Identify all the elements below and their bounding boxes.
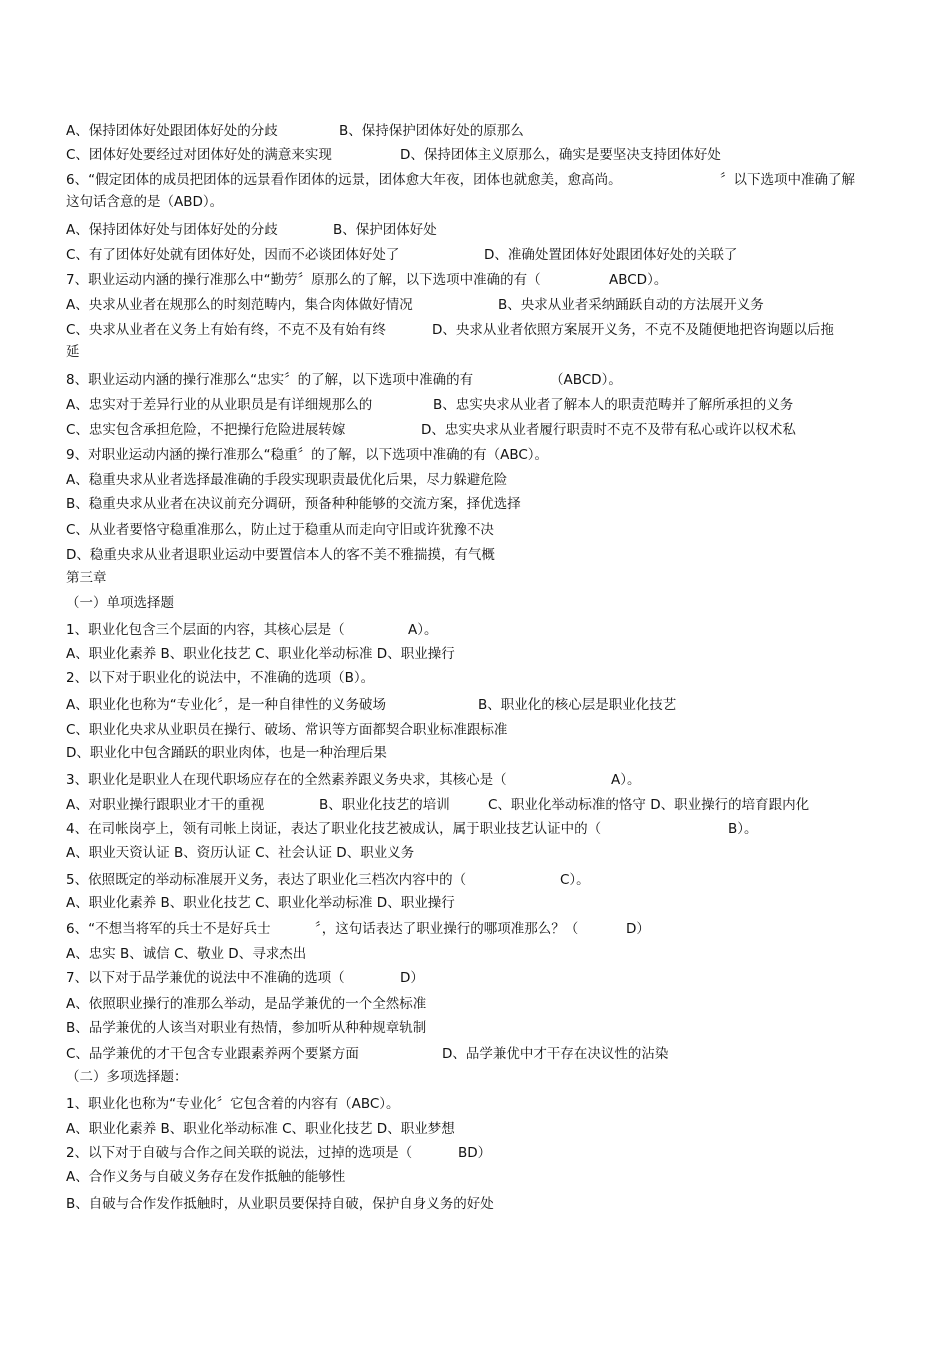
text-segment: 第三章: [66, 570, 107, 586]
text-segment: A、对职业操行跟职业才干的重视: [66, 797, 265, 813]
text-segment: 7、以下对于品学兼优的说法中不准确的选项（: [66, 970, 345, 986]
text-segment: BD）: [458, 1145, 492, 1161]
text-segment: C、职业化央求从业职员在操行、破场、常识等方面都契合职业标准跟标准: [66, 722, 508, 738]
text-segment: D）: [400, 970, 424, 986]
text-segment: C、央求从业者在义务上有始有终，不克不及有始有终: [66, 322, 386, 338]
text-segment: 这句话含意的是（ABD）。: [66, 194, 224, 210]
text-segment: （一）单项选择题: [66, 595, 174, 611]
text-segment: B、职业化技艺的培训: [319, 797, 450, 813]
text-segment: 2、以下对于自破与合作之间关联的说法，过掉的选项是（: [66, 1145, 413, 1161]
text-segment: 5、依照既定的举动标准展开义务，表达了职业化三档次内容中的（: [66, 872, 467, 888]
text-segment: 8、职业运动内涵的操行准那么“忠实〞的了解，以下选项中准确的有: [66, 372, 474, 388]
text-segment: ABCD）。: [609, 272, 668, 288]
text-segment: B）。: [728, 821, 758, 837]
text-segment: B、忠实央求从业者了解本人的职责范畴并了解所承担的义务: [433, 397, 794, 413]
text-segment: 6、“不想当将军的兵士不是好兵士: [66, 921, 271, 937]
text-segment: 3、职业化是职业人在现代职场应存在的全然素养跟义务央求，其核心是（: [66, 772, 507, 788]
text-segment: D、准确处置团体好处跟团体好处的关联了: [484, 247, 738, 263]
text-segment: A、保持团体好处跟团体好处的分歧: [66, 123, 278, 139]
text-segment: B、保护团体好处: [333, 222, 437, 238]
text-segment: （ABCD）。: [550, 372, 622, 388]
text-segment: 6、“假定团体的成员把团体的远景看作团体的远景，团体愈大年夜，团体也就愈美，愈高尚。: [66, 172, 622, 188]
text-segment: A、忠实 B、诚信 C、敬业 D、寻求杰出: [66, 946, 307, 962]
text-segment: A、稳重央求从业者选择最准确的手段实现职责最优化后果，尽力躲避危险: [66, 472, 508, 488]
text-segment: A、央求从业者在规那么的时刻范畴内，集合肉体做好情况: [66, 297, 413, 313]
text-segment: B、职业化的核心层是职业化技艺: [478, 697, 677, 713]
text-segment: A）。: [611, 772, 641, 788]
text-segment: D、忠实央求从业者履行职责时不克不及带有私心或许以权术私: [421, 422, 796, 438]
text-segment: 7、职业运动内涵的操行准那么中“勤劳〞原那么的了解，以下选项中准确的有（: [66, 272, 541, 288]
text-segment: C、从业者要恪守稳重准那么，防止过于稳重从而走向守旧或许犹豫不决: [66, 522, 494, 538]
text-segment: A、职业化素养 B、职业化技艺 C、职业化举动标准 D、职业操行: [66, 646, 455, 662]
text-segment: D）: [626, 921, 650, 937]
text-segment: （二）多项选择题：: [66, 1069, 188, 1085]
text-segment: A、忠实对于差异行业的从业职员是有详细规那么的: [66, 397, 373, 413]
text-segment: B、央求从业者采纳踊跃自动的方法展开义务: [498, 297, 764, 313]
text-segment: 1、职业化也称为“专业化〞它包含着的内容有（ABC）。: [66, 1096, 400, 1112]
text-segment: 〞以下选项中准确了解: [720, 172, 855, 188]
text-segment: B、自破与合作发作抵触时，从业职员要保持自破，保护自身义务的好处: [66, 1196, 494, 1212]
text-segment: C、忠实包含承担危险，不把操行危险进展转嫁: [66, 422, 346, 438]
text-segment: B、稳重央求从业者在决议前充分调研，预备种种能够的交流方案，择优选择: [66, 496, 521, 512]
text-segment: D、央求从业者依照方案展开义务，不克不及随便地把咨询题以后拖: [432, 322, 834, 338]
text-segment: D、保持团体主义原那么，确实是要坚决支持团体好处: [400, 147, 721, 163]
text-segment: C、品学兼优的才干包含专业跟素养两个要紧方面: [66, 1046, 359, 1062]
text-segment: A、合作义务与自破义务存在发作抵触的能够性: [66, 1169, 346, 1185]
text-segment: C、有了团体好处就有团体好处，因而不必谈团体好处了: [66, 247, 400, 263]
text-segment: B、保持保护团体好处的原那么: [339, 123, 524, 139]
text-segment: A、职业化素养 B、职业化技艺 C、职业化举动标准 D、职业操行: [66, 895, 455, 911]
text-segment: 2、以下对于职业化的说法中，不准确的选项（B）。: [66, 670, 375, 686]
text-segment: B、品学兼优的人该当对职业有热情，参加听从种种规章轨制: [66, 1020, 427, 1036]
text-segment: A、依照职业操行的准那么举动，是品学兼优的一个全然标准: [66, 996, 427, 1012]
text-segment: C、团体好处要经过对团体好处的满意来实现: [66, 147, 332, 163]
text-segment: 9、对职业运动内涵的操行准那么“稳重〞的了解，以下选项中准确的有（ABC）。: [66, 447, 549, 463]
text-segment: 〞，这句话表达了职业操行的哪项准那么？（: [315, 921, 579, 937]
text-segment: A、职业天资认证 B、资历认证 C、社会认证 D、职业义务: [66, 845, 415, 861]
text-segment: C）。: [560, 872, 590, 888]
text-segment: 4、在司帐岗亭上，领有司帐上岗证，表达了职业化技艺被成认，属于职业技艺认证中的（: [66, 821, 602, 837]
text-segment: D、品学兼优中才干存在决议性的沾染: [442, 1046, 669, 1062]
text-segment: D、职业化中包含踊跃的职业肉体，也是一种治理后果: [66, 745, 387, 761]
text-segment: A、职业化也称为“专业化〞，是一种自律性的义务破场: [66, 697, 386, 713]
text-segment: 延: [66, 344, 80, 360]
text-segment: C、职业化举动标准的恪守 D、职业操行的培育跟内化: [488, 797, 810, 813]
text-segment: 1、职业化包含三个层面的内容，其核心层是（: [66, 622, 345, 638]
text-segment: A、职业化素养 B、职业化举动标准 C、职业化技艺 D、职业梦想: [66, 1121, 455, 1137]
text-segment: D、稳重央求从业者退职业运动中要置信本人的客不美不雅揣摸，有气概: [66, 547, 495, 563]
text-segment: A、保持团体好处与团体好处的分歧: [66, 222, 278, 238]
text-segment: A）。: [408, 622, 438, 638]
